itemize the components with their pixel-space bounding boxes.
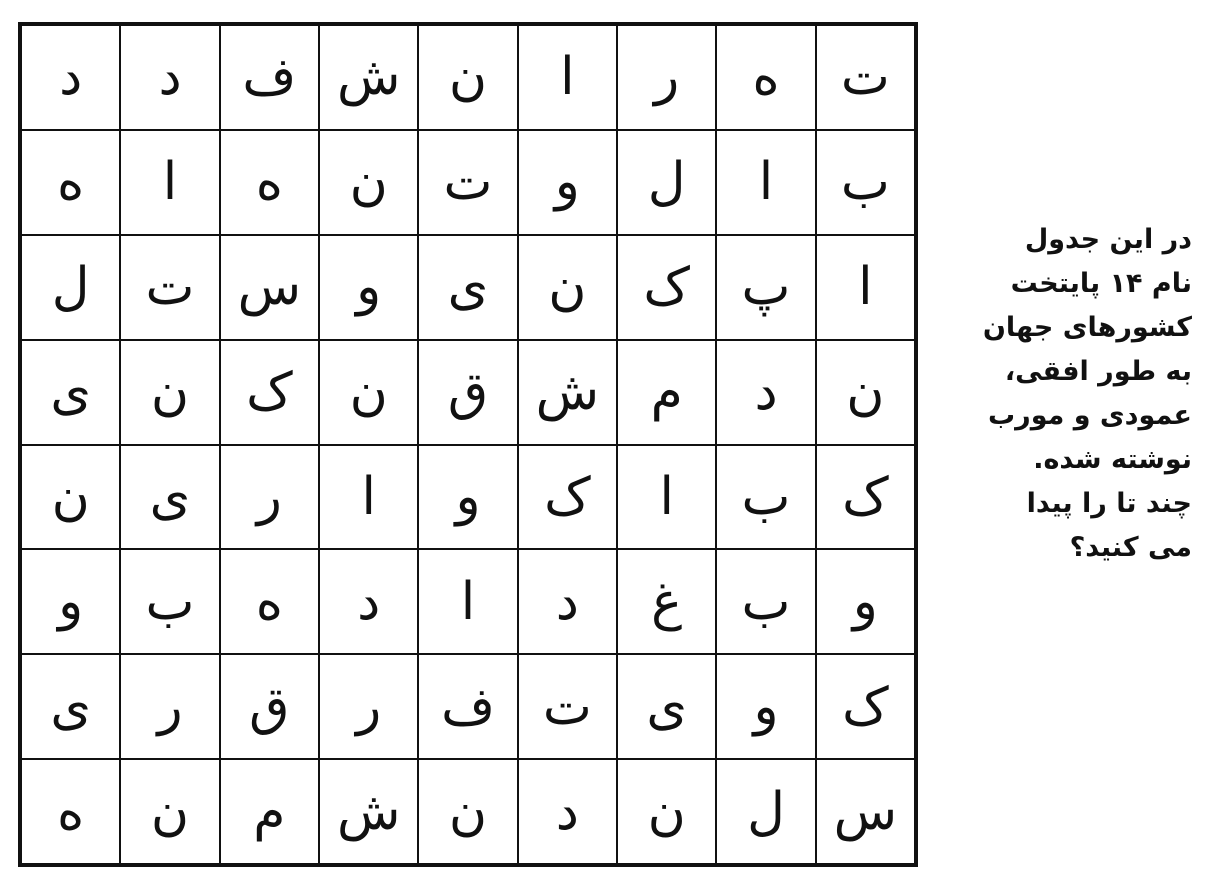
- grid-cell[interactable]: ا: [319, 445, 418, 550]
- grid-cell[interactable]: ت: [518, 654, 617, 759]
- grid-cell[interactable]: ک: [816, 654, 915, 759]
- grid-cell[interactable]: ت: [418, 130, 517, 235]
- grid-cell[interactable]: ر: [120, 654, 219, 759]
- grid-cell[interactable]: ش: [319, 759, 418, 864]
- grid-cell[interactable]: ب: [716, 549, 815, 654]
- instruction-line: عمودی و مورب: [988, 400, 1192, 431]
- grid-cell[interactable]: ا: [418, 549, 517, 654]
- grid-cell[interactable]: ک: [518, 445, 617, 550]
- grid-cell[interactable]: م: [617, 340, 716, 445]
- grid-cell[interactable]: ن: [120, 759, 219, 864]
- grid-cell[interactable]: ب: [716, 445, 815, 550]
- grid-cell[interactable]: ر: [220, 445, 319, 550]
- grid-cell[interactable]: ی: [418, 235, 517, 340]
- grid-cell[interactable]: ل: [716, 759, 815, 864]
- grid-cell[interactable]: ن: [418, 759, 517, 864]
- grid-cell[interactable]: ف: [418, 654, 517, 759]
- grid-cell[interactable]: و: [816, 549, 915, 654]
- grid-cell[interactable]: ن: [617, 759, 716, 864]
- grid-cell[interactable]: ک: [617, 235, 716, 340]
- grid-cell[interactable]: ا: [716, 130, 815, 235]
- grid-cell[interactable]: ل: [617, 130, 716, 235]
- grid-cell[interactable]: ا: [816, 235, 915, 340]
- grid-cell[interactable]: ق: [220, 654, 319, 759]
- grid-cell[interactable]: س: [220, 235, 319, 340]
- grid-cell[interactable]: ق: [418, 340, 517, 445]
- instruction-line: نام ۱۴ پایتخت: [1010, 268, 1192, 299]
- instruction-line: به طور افقی،: [1004, 356, 1192, 387]
- grid-cell[interactable]: ل: [21, 235, 120, 340]
- grid-cell[interactable]: و: [21, 549, 120, 654]
- grid-cell[interactable]: ه: [220, 130, 319, 235]
- grid-cell[interactable]: ن: [319, 340, 418, 445]
- grid-cell[interactable]: ت: [816, 25, 915, 130]
- grid-cell[interactable]: ک: [816, 445, 915, 550]
- grid-cell[interactable]: ر: [319, 654, 418, 759]
- grid-cell[interactable]: ن: [418, 25, 517, 130]
- grid-cell[interactable]: د: [518, 549, 617, 654]
- grid-cell[interactable]: ک: [220, 340, 319, 445]
- grid-cell[interactable]: پ: [716, 235, 815, 340]
- grid-cell[interactable]: د: [716, 340, 815, 445]
- grid-cell[interactable]: ن: [816, 340, 915, 445]
- grid-cell[interactable]: م: [220, 759, 319, 864]
- grid-cell[interactable]: ا: [518, 25, 617, 130]
- grid-cell[interactable]: و: [319, 235, 418, 340]
- grid-cell[interactable]: ن: [21, 445, 120, 550]
- instruction-line: می کنید؟: [1069, 532, 1192, 563]
- grid-cell[interactable]: ا: [120, 130, 219, 235]
- grid-cell[interactable]: د: [21, 25, 120, 130]
- instruction-line: چند تا را پیدا: [1026, 488, 1192, 519]
- grid-cell[interactable]: ش: [319, 25, 418, 130]
- puzzle-instructions: [930, 218, 1192, 570]
- grid-cell[interactable]: د: [319, 549, 418, 654]
- grid-cell[interactable]: ا: [617, 445, 716, 550]
- grid-cell[interactable]: ن: [319, 130, 418, 235]
- grid-cell[interactable]: ه: [220, 549, 319, 654]
- grid-cell[interactable]: ف: [220, 25, 319, 130]
- grid-cell[interactable]: ر: [617, 25, 716, 130]
- grid-cell[interactable]: ن: [518, 235, 617, 340]
- grid-cell[interactable]: د: [120, 25, 219, 130]
- instruction-line: نوشته شده.: [1033, 444, 1192, 475]
- grid-cell[interactable]: ب: [816, 130, 915, 235]
- grid-cell[interactable]: د: [518, 759, 617, 864]
- grid-cell[interactable]: ه: [21, 759, 120, 864]
- grid-cell[interactable]: و: [716, 654, 815, 759]
- grid-cell[interactable]: س: [816, 759, 915, 864]
- grid-cell[interactable]: ن: [120, 340, 219, 445]
- grid-cell[interactable]: ی: [21, 654, 120, 759]
- instruction-line: در این جدول: [1024, 224, 1192, 255]
- word-search-grid: [18, 22, 918, 867]
- grid-cell[interactable]: و: [518, 130, 617, 235]
- grid-cell[interactable]: و: [418, 445, 517, 550]
- grid-cell[interactable]: ی: [120, 445, 219, 550]
- grid-cell[interactable]: ش: [518, 340, 617, 445]
- grid-cell[interactable]: ت: [120, 235, 219, 340]
- grid-cell[interactable]: ه: [21, 130, 120, 235]
- grid-cell[interactable]: غ: [617, 549, 716, 654]
- grid-cell[interactable]: ه: [716, 25, 815, 130]
- grid-cell[interactable]: ی: [617, 654, 716, 759]
- grid-cell[interactable]: ب: [120, 549, 219, 654]
- grid-cell[interactable]: ی: [21, 340, 120, 445]
- instruction-line: کشورهای جهان: [982, 312, 1192, 343]
